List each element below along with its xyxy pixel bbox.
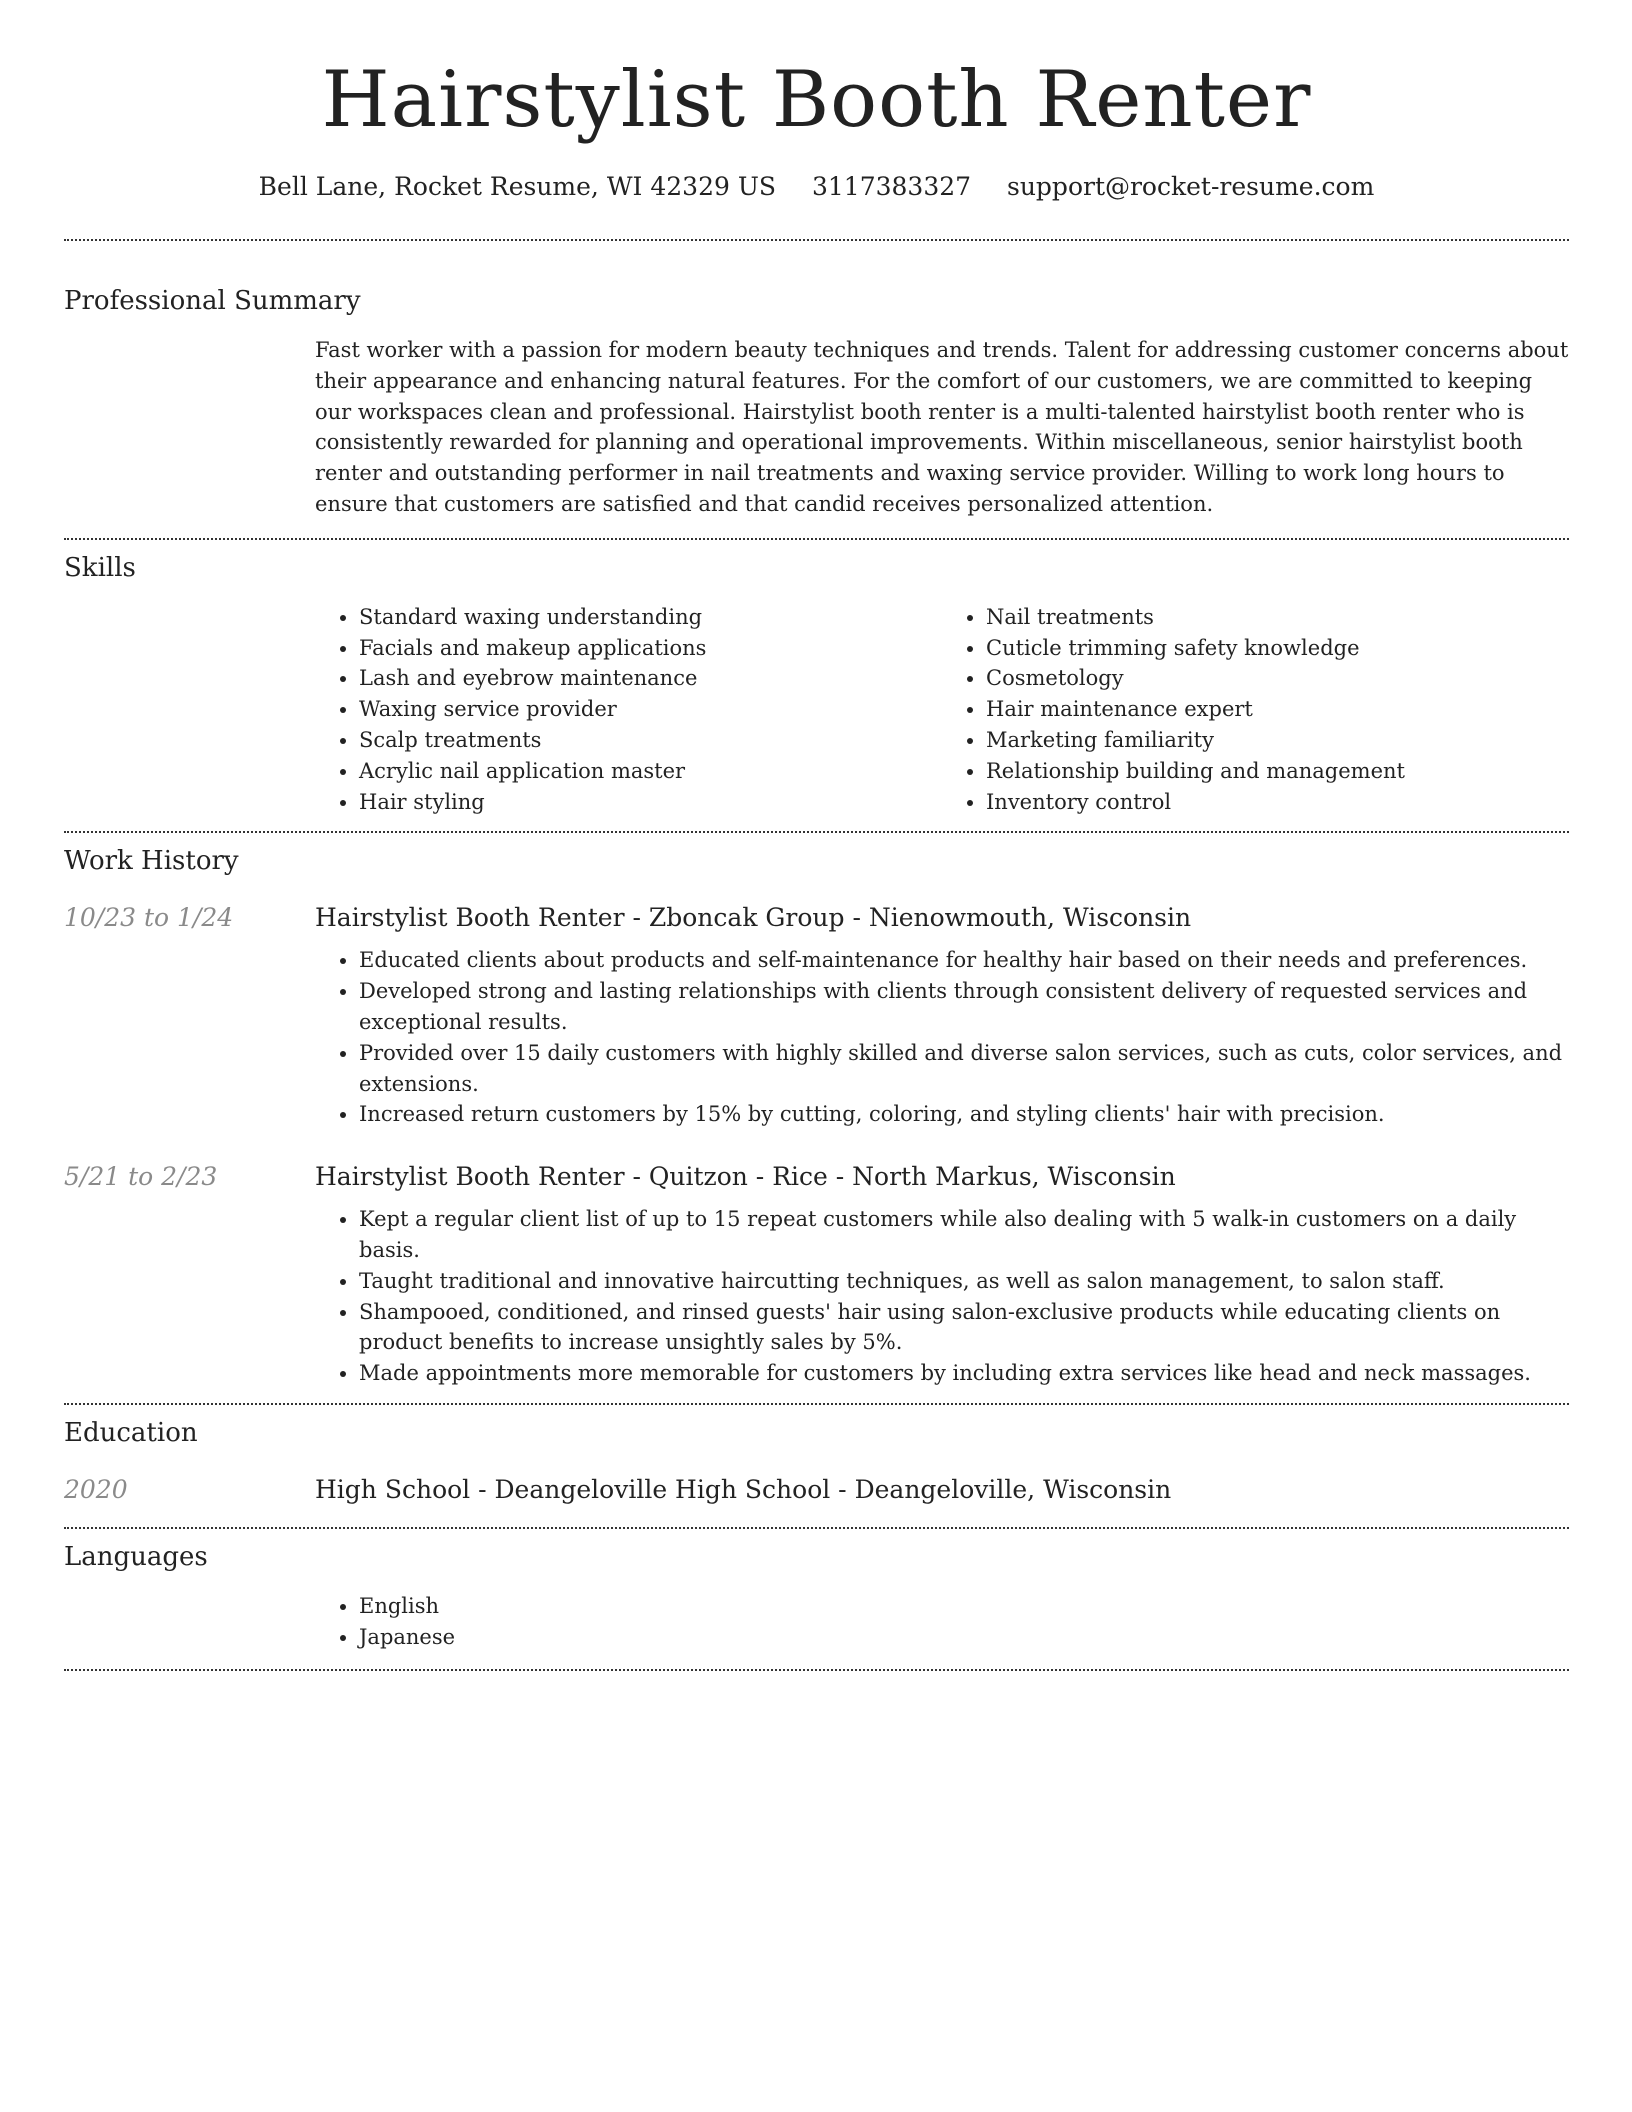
skill-item: • Acrylic nail application master xyxy=(359,756,942,787)
contact-email: support@rocket-resume.com xyxy=(1007,172,1375,201)
languages-content xyxy=(315,1591,1569,1653)
skills-columns xyxy=(315,602,1569,818)
skill-item: • Facials and makeup applications xyxy=(359,633,942,664)
skill-item: • Cuticle trimming safety knowledge xyxy=(986,633,1569,664)
job-bullet: • Developed strong and lasting relationships with clients through consistent delivery of requested services and exceptional results. xyxy=(359,976,1569,1038)
job-heading: Hairstylist Booth Renter - Zboncak Group - Nienowmouth, Wisconsin xyxy=(315,903,1192,933)
job-bullet: • Shampooed, conditioned, and rinsed guests' hair using salon-exclusive products while educating clients on product benefits to increase unsightly sales by 5%. xyxy=(359,1297,1569,1359)
contact-phone: 3117383327 xyxy=(811,172,972,201)
job-bullets xyxy=(315,1204,1569,1389)
job-bullet: • Kept a regular client list of up to 15 repeat customers while also dealing with 5 walk-in customers on a daily basis. xyxy=(359,1204,1569,1266)
skill-item: • Nail treatments xyxy=(986,602,1569,633)
languages-divider xyxy=(64,1669,1569,1671)
job-bullet: • Provided over 15 daily customers with highly skilled and diverse salon services, such as cuts, color services, and extensions. xyxy=(359,1038,1569,1100)
skill-item: • Hair styling xyxy=(359,787,942,818)
work-divider xyxy=(64,1403,1569,1405)
job-bullet: • Made appointments more memorable for customers by including extra services like head and neck massages. xyxy=(359,1358,1569,1389)
job-bullet-list xyxy=(315,945,1569,1130)
job-bullet: • Increased return customers by 15% by cutting, coloring, and styling clients' hair with precision. xyxy=(359,1099,1569,1130)
language-item: • Japanese xyxy=(359,1622,1569,1653)
education-title: Education xyxy=(64,1417,198,1448)
job-entry xyxy=(64,901,1569,1130)
skill-item: • Marketing familiarity xyxy=(986,725,1569,756)
summary-divider xyxy=(64,538,1569,540)
job-dates: 10/23 to 1/24 xyxy=(64,903,234,933)
job-dates: 5/21 to 2/23 xyxy=(64,1162,218,1192)
work-section xyxy=(64,843,1569,1389)
job-entry xyxy=(64,1160,1569,1389)
summary-text: Fast worker with a passion for modern beauty techniques and trends. Talent for addressing customer concerns about their appearance and enhancing natural features. For the comfort of our customers, we are committed to keeping our workspaces clean and professional. Hairstylist booth renter is a multi-talented hairstylist booth renter who is consistently rewarded for planning and operational improvements. Within miscellaneous, senior hairstylist booth renter and outstanding performer in nail treatments and waxing service provider. Willing to work long hours to ensure that customers are satisfied and that candid receives personalized attention. xyxy=(315,338,1569,516)
language-item: • English xyxy=(359,1591,1569,1622)
education-divider xyxy=(64,1527,1569,1529)
contact-address: Bell Lane, Rocket Resume, WI 42329 US xyxy=(258,172,777,201)
job-bullet-list xyxy=(315,1204,1569,1389)
skill-item: • Scalp treatments xyxy=(359,725,942,756)
skills-divider xyxy=(64,831,1569,833)
skills-title: Skills xyxy=(64,552,136,583)
skill-item: • Cosmetology xyxy=(986,663,1569,694)
summary-section xyxy=(64,283,1569,520)
job-heading: Hairstylist Booth Renter - Quitzon - Rice - North Markus, Wisconsin xyxy=(315,1162,1176,1192)
work-title: Work History xyxy=(64,846,239,877)
job-bullet: • Taught traditional and innovative haircutting techniques, as well as salon management, to salon staff. xyxy=(359,1266,1569,1297)
summary-title: Professional Summary xyxy=(64,286,361,316)
skills-section xyxy=(64,550,1569,818)
education-entry xyxy=(64,1473,1569,1507)
job-bullets xyxy=(315,945,1569,1130)
skills-list-left xyxy=(315,602,942,818)
skill-item: • Relationship building and management xyxy=(986,756,1569,787)
skill-item: • Lash and eyebrow maintenance xyxy=(359,663,942,694)
header-divider xyxy=(64,239,1569,241)
languages-section xyxy=(64,1539,1569,1653)
skill-item: • Inventory control xyxy=(986,787,1569,818)
skill-item: • Standard waxing understanding xyxy=(359,602,942,633)
skill-item: • Hair maintenance expert xyxy=(986,694,1569,725)
languages-title: Languages xyxy=(64,1541,208,1572)
skill-item: • Waxing service provider xyxy=(359,694,942,725)
skills-list-right xyxy=(942,602,1569,818)
resume-name: Hairstylist Booth Renter xyxy=(321,55,1312,145)
languages-list xyxy=(315,1591,1569,1653)
resume-page xyxy=(64,0,1569,1671)
education-heading: High School - Deangeloville High School - Deangeloville, Wisconsin xyxy=(315,1474,1172,1504)
contact-line xyxy=(64,170,1569,204)
education-section xyxy=(64,1415,1569,1507)
education-year: 2020 xyxy=(64,1474,128,1504)
job-bullet: • Educated clients about products and self-maintenance for healthy hair based on their needs and preferences. xyxy=(359,945,1569,976)
